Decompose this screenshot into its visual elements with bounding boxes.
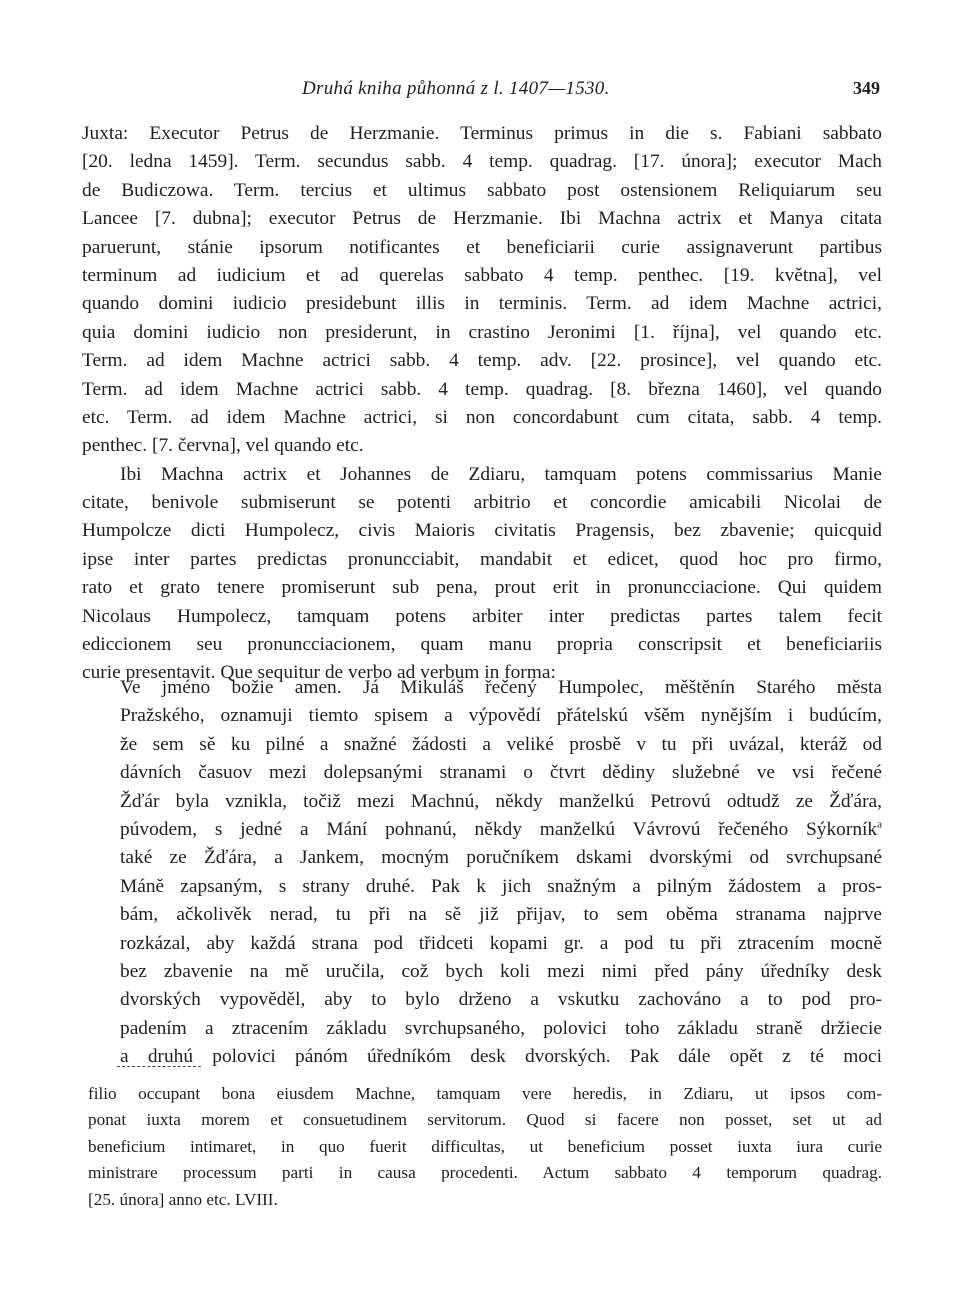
- quote-line: dvorských vypověděl, aby to bylo drženo a vskutku zachováno a to pod pro-: [120, 989, 882, 1011]
- quote-line: dávních časuov mezi dolepsanými stranami o čtvrt dědiny služebné ve vsi řečené: [120, 762, 882, 784]
- quote-line: Máně zapsaným, s strany druhé. Pak k jich snažným a pilným žádostem a pros-: [120, 875, 882, 897]
- quote-line: Pražského, oznamuji tiemto spisem a výpovědí přátelskú všěm nynějším i budúcím,: [120, 705, 882, 727]
- text-line: quando domini iudicio presidebunt illis in terminis. Term. ad idem Machne actrici,: [82, 293, 882, 315]
- running-head: [82, 78, 882, 108]
- footnote-separator: [117, 1066, 201, 1067]
- footnote-line: filio occupant bona eiusdem Machne, tamquam vere heredis, in Zdiaru, ut ipsos com-: [88, 1084, 882, 1103]
- text-line: ipse inter partes predictas pronuncciabit, mandabit et edicet, quod hoc pro firmo,: [82, 548, 882, 570]
- quote-line: padením a ztracením základu svrchupsaného, polovici toho základu straně držiecie: [120, 1017, 882, 1039]
- text-line: penthec. [7. června], vel quando etc.: [82, 435, 364, 457]
- quote-line: a druhú polovici pánóm úředníkóm desk dvorských. Pak dále opět z té moci: [120, 1046, 882, 1068]
- text-line: Term. ad idem Machne actrici sabb. 4 temp. adv. [22. prosince], vel quando etc.: [82, 350, 882, 372]
- text-line: quia domini iudicio non presiderunt, in crastino Jeronimi [1. října], vel quando etc.: [82, 321, 882, 343]
- text-line: terminum ad iudicium et ad querelas sabbato 4 temp. penthec. [19. května], vel: [82, 264, 882, 286]
- text-line: de Budiczowa. Term. tercius et ultimus sabbato post ostensionem Reliquiarum seu: [82, 179, 882, 201]
- footnote-line: [25. února] anno etc. LVIII.: [88, 1189, 278, 1209]
- text-line: [20. ledna 1459]. Term. secundus sabb. 4 temp. quadrag. [17. února]; executor Mach: [82, 151, 882, 173]
- main-text: [82, 120, 882, 688]
- quote-line: bez zbavenie na mě uručila, což bych koli mezi nimi před pány úředníky desk: [120, 960, 882, 982]
- text-line: ediccionem seu pronuncciacionem, quam manu propria conscripsit et beneficiariis: [82, 634, 882, 656]
- text-line: rato et grato tenere promiserunt sub pena, prout erit in pronuncciacione. Qui quidem: [82, 577, 882, 599]
- text-line: paruerunt, stánie ipsorum notificantes et beneficiarii curie assignaverunt partibus: [82, 236, 882, 258]
- quote-line-with-note: [120, 816, 882, 844]
- text-line: Ibi Machna actrix et Johannes de Zdiaru, tamquam potens commissarius Manie: [120, 463, 882, 485]
- footnote-line: ministrare processum parti in causa procedenti. Actum sabbato 4 temporum quadrag.: [88, 1163, 882, 1183]
- text-line: etc. Term. ad idem Machne actrici, si non concordabunt cum citata, sabb. 4 temp.: [82, 406, 882, 428]
- footnote-line: beneficium intimaret, in quo fuerit difficultas, ut beneficium posset iuxta iura curie: [88, 1136, 882, 1156]
- quoted-czech-text: [120, 674, 882, 1071]
- text-line: curie presentavit. Que sequitur de verbo ad verbum in forma:: [82, 662, 556, 684]
- text-line: Term. ad idem Machne actrici sabb. 4 temp. quadrag. [8. března 1460], vel quando: [82, 378, 882, 400]
- quote-line: že sem sě ku pilné a snažné žádosti a veliké prosbě v tu při uvázal, kteráž od: [120, 733, 882, 755]
- quote-line: také ze Žďára, a Jankem, mocným poručníkem dskami dvorskými od svrchupsané: [120, 847, 882, 869]
- text-line: Juxta: Executor Petrus de Herzmanie. Terminus primus in die s. Fabiani sabbato: [82, 123, 882, 144]
- text-line: Lancee [7. dubna]; executor Petrus de Herzmanie. Ibi Machna actrix et Manya citata: [82, 208, 882, 230]
- page-number: 349: [853, 78, 880, 98]
- footnote-marker: a: [877, 818, 882, 831]
- quote-line: Ve jméno božie amen. Já Mikuláš řečený Humpolec, měštěnín Starého města: [120, 677, 882, 698]
- footnote-line: ponat iuxta morem et consuetudinem servitorum. Quod si facere non posset, set ut ad: [88, 1110, 882, 1130]
- quote-line: Žďár byla vznikla, točiž mezi Machnú, někdy manželkú Petrovú odtudž ze Žďára,: [120, 790, 882, 812]
- text-line: Nicolaus Humpolecz, tamquam potens arbiter inter predictas partes talem fecit: [82, 605, 882, 627]
- footnote-block: [88, 1081, 882, 1213]
- quote-line: rozkázal, aby každá strana pod třidceti kopami gr. a pod tu při ztracením mocně: [120, 932, 882, 954]
- quote-line: púvodem, s jedné a Mání pohnanú, někdy manželkú Vávrovú řečeného Sýkorník: [120, 818, 878, 840]
- text-line: Humpolcze dicti Humpolecz, civis Maioris civitatis Pragensis, bez zbavenie; quicquid: [82, 520, 882, 542]
- running-title: Druhá kniha půhonná z l. 1407—1530.: [302, 78, 610, 99]
- text-line: citate, benivole submiserunt se potenti arbitrio et concordie amicabili Nicolai de: [82, 492, 882, 514]
- quote-line: bám, ačkolivěk nerad, tu při na sě již přijav, to sem oběma stranama najprve: [120, 904, 882, 926]
